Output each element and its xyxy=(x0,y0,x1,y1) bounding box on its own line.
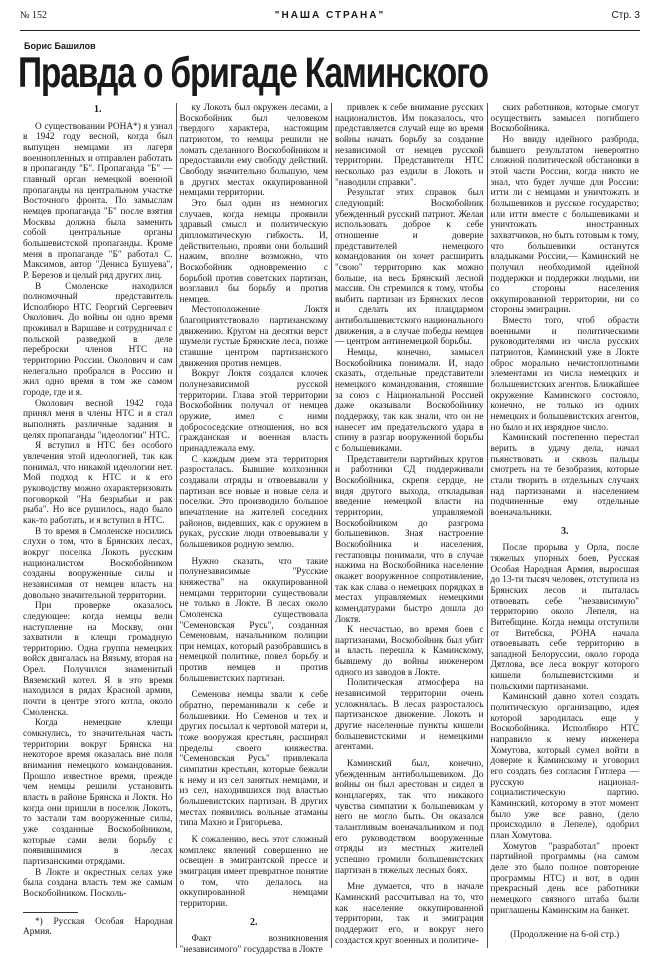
paragraph: Каминский давно хотел создать политическую организацию, идея которой зародилась еще у Воскобойника. Исполбюро НТС направило к нему инженера Хомутова, который сумел войти в доверие к Каминскому и уговорил его создать без согласия Гитлера — русскую национал-социалистическую партию. Каминский, которому в этот момент было уже все равно, (дело происходило в Лепеле), одобрил план Хомутова. xyxy=(490,692,639,841)
paragraph: Вместо того, чтоб обрасти военными и политическими руководителями из числа русских патриотов, Каминский уже в Локте оброс морально нечистоплотными элементами из числа немецких и большевистских агентов. Ближайшее окружение Каминского состояло, конечно, не только из одних немецких и большевистских агентов, но было и их изрядное число. xyxy=(490,316,639,433)
newspaper-name: "НАША СТРАНА" xyxy=(274,10,386,21)
paragraph: Каминский постепенно перестал верить в удачу дела, начал пьянствовать и сквозь пальцы смотреть на те безобразия, которые стали творить в отдельных случаях над партизанами и населением подчиненные ему отдельные военачальники. xyxy=(490,433,639,518)
paragraph: О существовании РОНА*) я узнал в 1942 году весной, когда был выпущен немцами из лагеря военнопленных и отправлен работать в пропаганду "Б". Пропаганда "Б" — главный орган немецкой военной пропаганды на центральном участке Восточного фронта. По замыслам немцев пропаганда "Б" после взятия Москвы должна была заменить собой центральные органы большевистской пропаганды. Кроме меня в пропаганде "Б" работал С. Максимов, автор "Дениса Бушуева", Р. Березов и целый ряд других лиц. xyxy=(23,121,173,281)
article-author: Борис Башилов xyxy=(24,41,96,51)
paragraph: При проверке оказалось следующее: когда немцы вели наступление на Москву, они захватили в клещи громадную территорию. Одна группа немецких войск двигалась на Вязьму, вторая на Орел. Получился знаменитый Вяземский котел. Я в это время находился в рядах Красной армии, почти в центре этого котла, около Смоленска. xyxy=(23,601,173,718)
paragraph: Политическая атмосфера на независимой территории очень усложнялась. В лесах разросталось партизанское движение. Локоть и другие населенные пункты кишели большевистскими и немецкими агентами. xyxy=(335,678,484,753)
paragraph: ку Локоть был окружен лесами, а Воскобойник был человеком твердого характера, настоящим патриотом, то немцы решили не ломать сделанного Воскобойником и предоставили ему свободу действий. Свободу значительно большую, чем в других местах оккупированной немцами территории. xyxy=(179,103,328,199)
paragraph: Мне думается, что в начале Каминский рассчитывал на то, что как население оккупированной территории, так и эмиграция поддержит его, и вокруг него создастся круг военных и политиче- xyxy=(335,882,484,946)
paragraph: Местоположение Локтя благоприятствовало партизанскому движению. Кругом на десятки верст шумели густые Брянские леса, позже ставшие центром партизанского движения против немцев. xyxy=(179,305,328,369)
footnote: *) Русская Особая Народная Армия. xyxy=(23,916,173,938)
masthead-rule xyxy=(20,30,640,31)
paragraph: Немцы, конечно, замысел Воскобойника понимали. И, надо сказать, отдельные представители немецкого командования, стоявшие за союз с Национальной Россией даже оказывали Воскобойнику поддержку, так как знали, что он не нанесет им предательского удара в спину в разгар вооруженной борьбы с большевиками. xyxy=(335,348,484,454)
paragraph: Это был один из немногих случаев, когда немцы проявили здравый смысл и политическую дипломатическую гибкость. И, действительно, прояви они больший нажим, вполне возможно, что Воскобойник одновременно с борьбой против советских партизан, возглавил бы борьбу и против немцев. xyxy=(179,198,328,305)
paragraph: привлек к себе внимание русских националистов. Им показалось, что представляется случай еще во время войны начать борьбу за создание независимой от немцев русской территории. Представители НТС несколько раз ездили в Локоть и "наводили справки". xyxy=(335,103,484,188)
paragraph: Представители партийных кругов и работники СД поддерживали Воскобойника, скрепя сердце, не видя другого выхода, откладывая введение немецкой власти на территории, управляемой Воскобойником до разгрома большевиков. Зная настроение Воскобойника и населения, гестаповцы понимали, что в случае нажима на Воскобойника население окажет вооруженное сопротивление, так как слава о немецких порядках в местах управляемых немецкими комендатурами быстро дошла до Локтя. xyxy=(335,454,484,625)
continuation-note: (Продолжение на 6-ой стр.) xyxy=(510,930,620,941)
paragraph: Факт возникновения "независимого" государства в Локте xyxy=(179,934,328,955)
column-1 xyxy=(20,103,176,948)
paragraph: В то время в Смоленске носились слухи о том, что в Брянских лесах, вокруг поселка Локоть русским националистом Воскобойником созданы вооруженные силы и независимая от немцев власть на довольно значительной территории. xyxy=(23,526,173,601)
paragraph: Околович весной 1942 года принял меня в члены НТС и я стал выполнять различные задания в целях пропаганды "идеологии" НТС. xyxy=(23,398,173,441)
paragraph: Когда немецкие клещи сомкнулись, то значительная часть территории вокруг Брянска на некоторое время оказалась вне поля внимания немецкого командования. Прошло известное время, прежде чем немцы решили установить власть в районе Брянска и Локтя. Но когда они пришли в поселок Локоть, то застали там вооруженные силы, уже созданные Воскобойником, которые сами вели борьбу с появившимися в лесах партизанскими отрядами. xyxy=(23,718,173,867)
paragraph: К несчастью, во время боев с партизанами, Воскобойник был убит и власть перешла к Каминскому, бывшему до войны инженером одного из заводов в Локте. xyxy=(335,625,484,678)
paragraph: Но ввиду идейного разброда, бывшего результатом невероятно сложной политической обстановки в этой части России, когда никто не знал, что будет лучше для России: итти ли с немцами и уничтожать и большевиков и русское государство; или итти вместе с большевиками и уничтожать иностранных захватчиков, но быть готовым к тому, что большевики останутся владыками России,— Каминский не получил необходимой идейной поддержки и поддержки людьми, ни со стороны населения оккупированной территории, ни со стороны эмиграции. xyxy=(490,134,639,316)
paragraph: После прорыва у Орла, после тяжелых упорных боев, Русская Особая Народная Армия, выросшая до 13-ти тысяч человек, отступила из Брянских лесов и пыталась отвоевать себе "независимую" территорию около Лепеля, на Витебщине. Когда немцы отступили от Витебска, РОНА начала отвоевывать себе территорию в западной Белоруссии, около города Дятлова, все леса вокруг которого кишели большевистскими и польскими партизанами. xyxy=(490,543,639,692)
paragraph: В Локте и окрестных селах уже была создана власть тем же самым Воскобойником. Посколь- xyxy=(23,867,173,899)
paragraph: ских работников, которые смогут осуществить замысел погибшего Воскобойника. xyxy=(490,103,639,135)
paragraph: Нужно сказать, что такие полунезависимые "Русские княжества" на оккупированной немцами территории существовали не только в Локте. В лесах около Смоленска существовала "Семеновская Русь", созданная Семеновым, начальником полиции при немцах, который разобравшись в немецкой политике, повел борьбу и против немцев и против большевистских партизан. xyxy=(179,556,328,684)
paragraph: Результат этих справок был следующий: Воскобойник убежденный русский патриот. Желая использовать доброе к себе отношение и доверие представителей немецкого командования он хочет расширить "свою" территорию как можно больше, на весь Брянский лесной массив. Он стремился к тому, чтобы выбить партизан из Брянских лесов и сделать их плацдармом антибольшевистского национального движения, а в случае победы немцев — центром антинемецкой борьбы. xyxy=(335,188,484,348)
paragraph: Семенова немцы звали к себе обратно, переманивали к себе и большевики. Но Семенов и тех и других посылал к чертовой матери и, тоже вооружая крестьян, расширял пределы своего княжества. "Семеновская Русь" привлекала симпатии крестьян, которые бежали к нему и из сел занятых немцами, и из сел, находившихся под властью большевистских партизан. В других местах появились вольные атаманы типа Махно и Григорьева. xyxy=(179,690,328,829)
paragraph: Я вступил в НТС без особого увлечения этой идеологией, так как понимал, что никакой идеологии нет. Мой подход к НТС и к его руководству можно охарактеризовать поговоркой "На безрыбьи и рак рыба". Но все рушилось, надо было как-то работать, и я вступил в НТС. xyxy=(23,441,173,526)
column-4 xyxy=(487,103,643,948)
section-number: 1. xyxy=(94,104,102,115)
paragraph: В Смоленске находился полномочный представитель Исполбюро НТС Георгий Сергеевич Околович. До войны он одно время проживал в Варшаве и сотрудничал с польской разведкой в деле переброски членов НТС на территорию России. Околович и сам нелегально пробрался в Россию и жил одно время в том же самом городе, где и я. xyxy=(23,281,173,399)
column-2 xyxy=(176,103,332,955)
article-body xyxy=(20,103,642,955)
paragraph: С каждым днем эта территория разросталась. Бывшие колхозники создавали отряды и отвоевывали у партизан все новые и новые села и поселки. Это производило большое впечатление на жителей соседних районов, видевших, как с оружием в руках, русские люди отвоевывали у большевиков родную землю. xyxy=(179,454,328,550)
column-3 xyxy=(331,103,487,948)
paragraph: Каминский был, конечно, убежденным антибольшевиком. До войны он был арестован и сидел в концлагерях, так что никакого чувства симпатии к большевикам у него не могло быть. Он оказался талантливым военачальником и под его руководством вооруженные отряды из местных жителей успешно громили большевистских партизан в тяжелых лесных боях. xyxy=(335,759,484,876)
paragraph: Вокруг Локтя создался клочек полунезависимой русской территории. Глава этой территории Воскобойник получал от немцев оружие, имел с ними добрососедские отношения, но вся гражданская и военная власть принадлежала ему. xyxy=(179,369,328,454)
page-number: Стр. 3 xyxy=(611,10,640,21)
paragraph: Хомутов "разработал" проект партийной программы (на самом деле это было полное повторение программы НТС) и вот, в один прекрасный день все работники немецкого связного штаба были приглашены Каминским на банкет. xyxy=(490,841,639,916)
issue-number: № 152 xyxy=(20,10,48,21)
section-number: 3. xyxy=(561,525,569,537)
article-headline: Правда о бригаде Каминского xyxy=(18,49,488,97)
section-number: 2. xyxy=(250,916,258,928)
footnote-divider xyxy=(23,912,78,913)
paragraph: К сожалению, весь этот сложный комплекс явлений совершенно не освещен в эмигрантской прессе и эмиграция имеет превратное понятие о том, что делалось на оккупированной немцами территории. xyxy=(179,834,328,909)
masthead xyxy=(20,8,640,30)
